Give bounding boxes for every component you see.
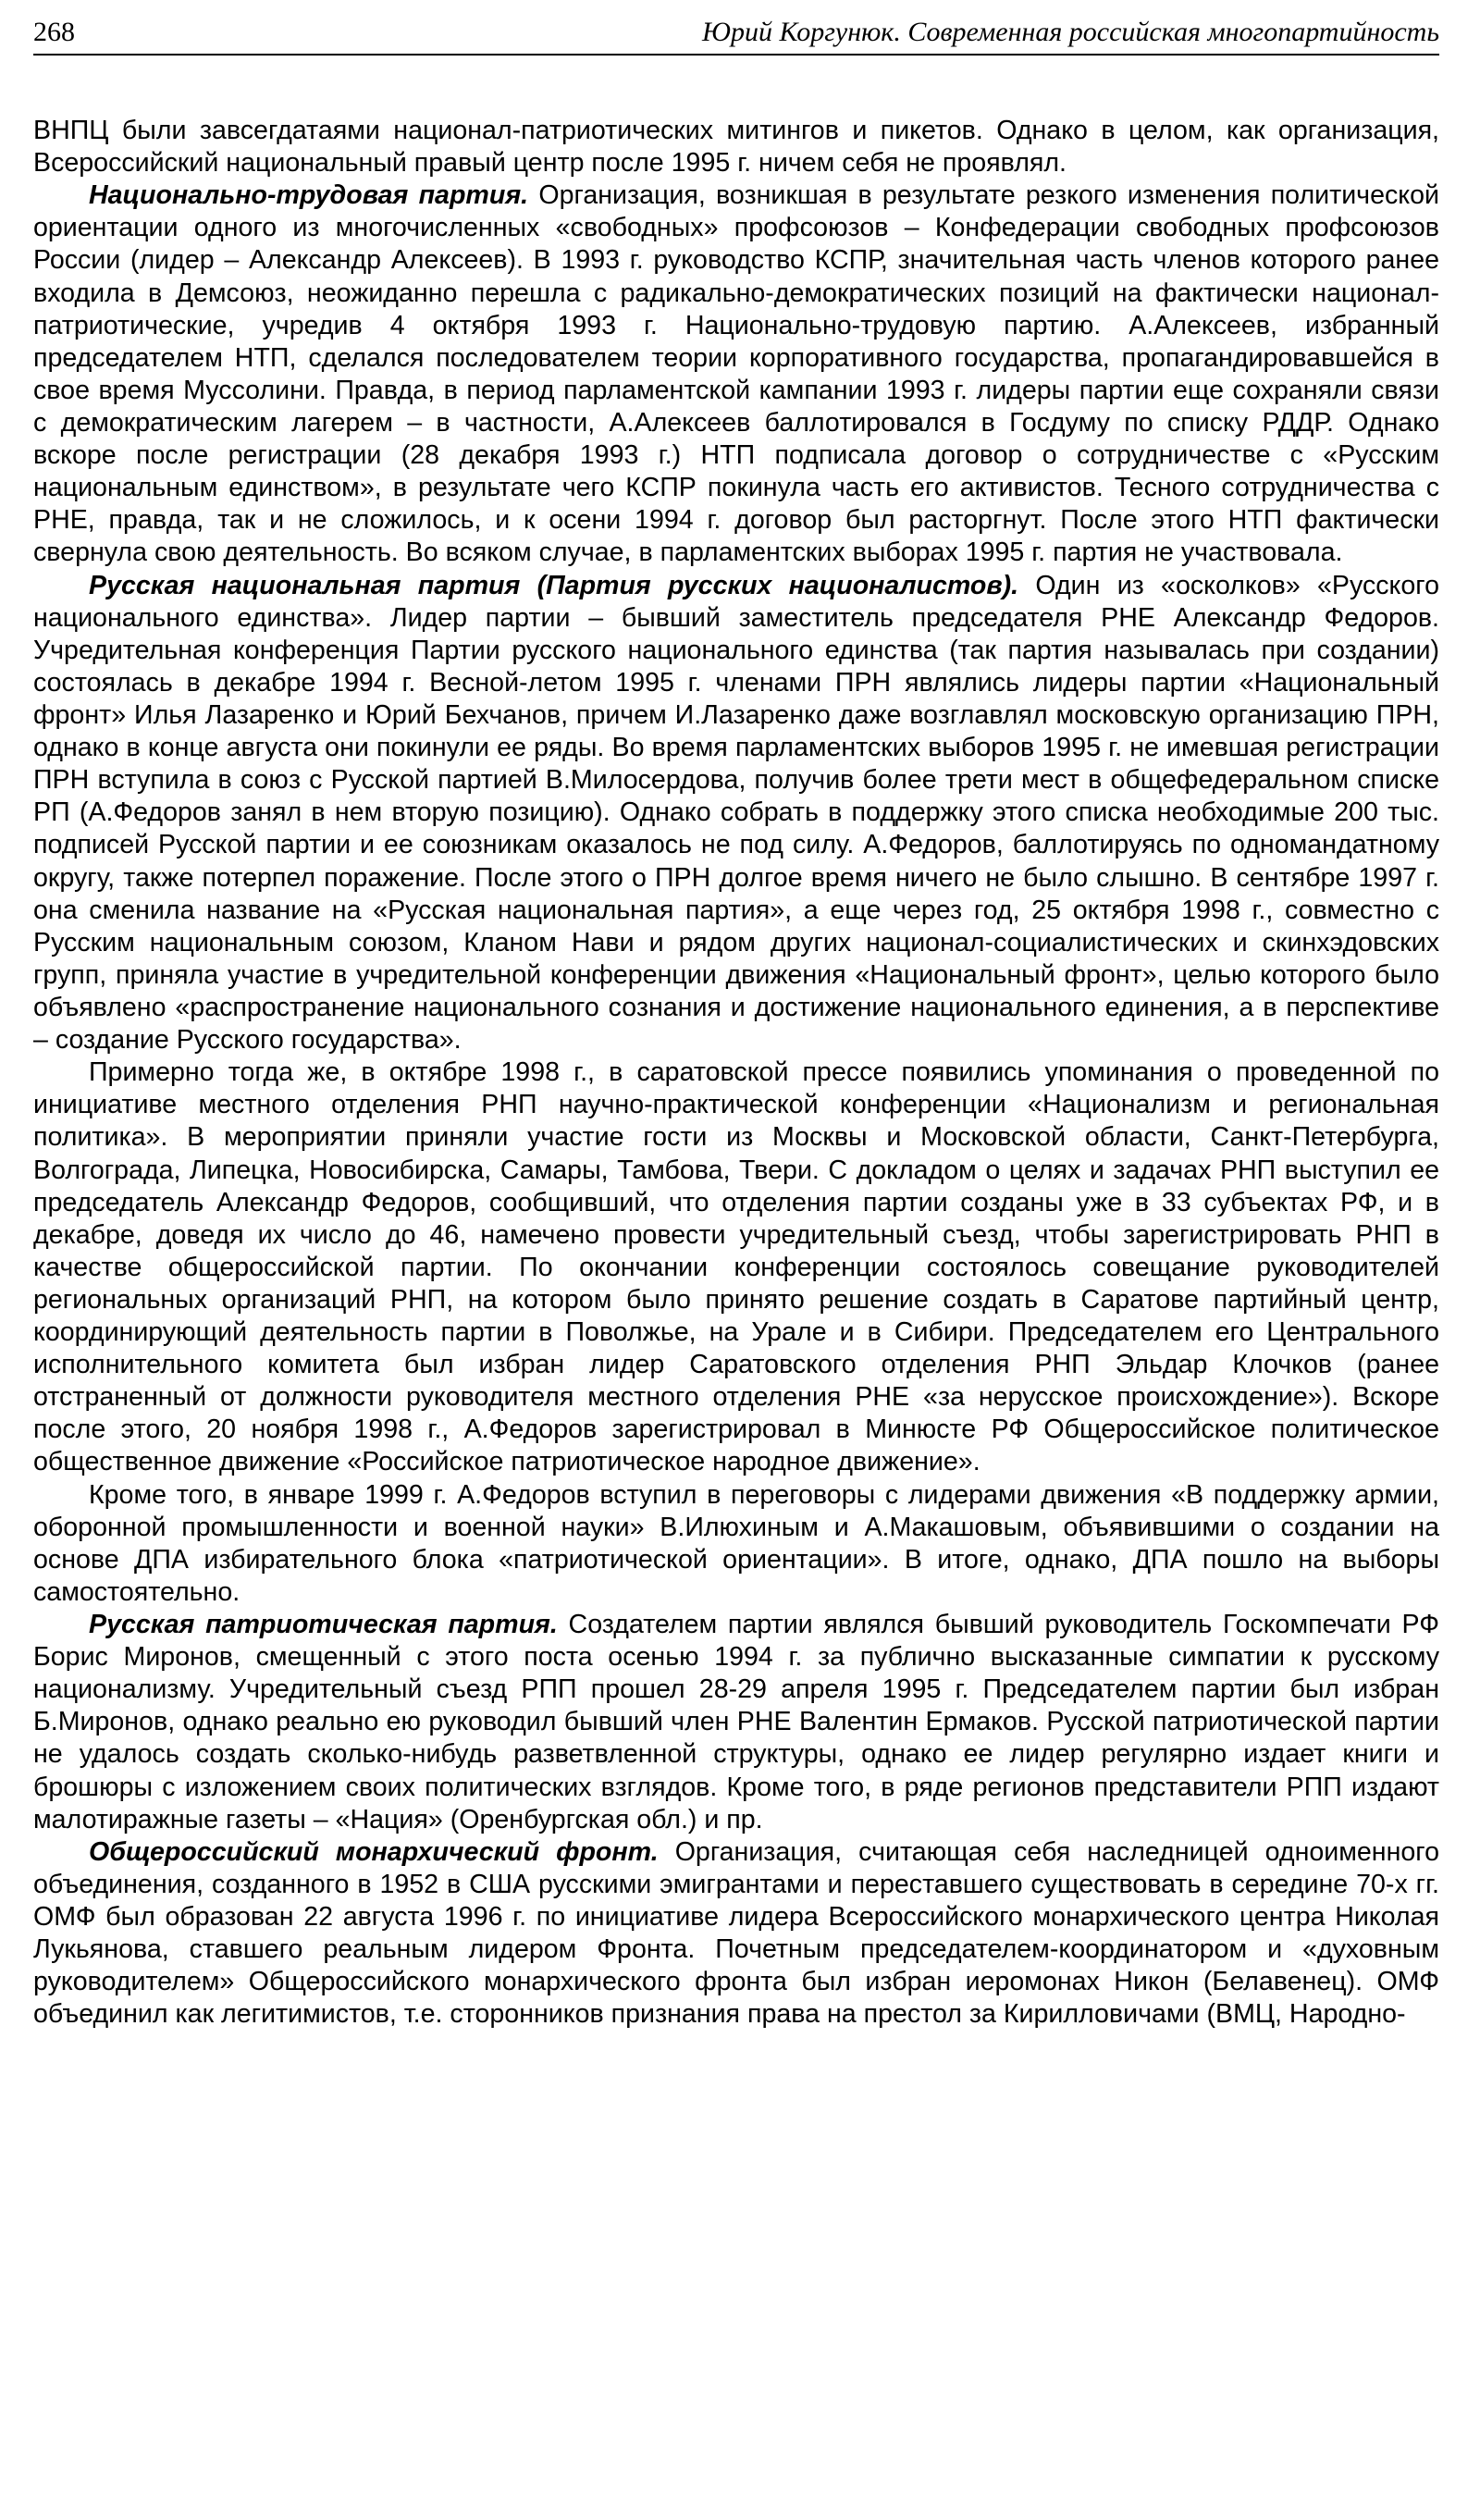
paragraph [33,1479,1439,1609]
section-heading: Русская национальная партия (Партия русских националистов). [89,570,1019,600]
running-header [33,0,1439,56]
paragraph [33,1609,1439,1836]
paragraph-text: Один из «осколков» «Русского национального единства». Лидер партии – бывший заместитель председателя РНЕ Александр Федоров. Учредительная конференция Партии русского национального единства (так партия называлась при создании) состоялась в декабре 1994 г. Весной-летом 1995 г. членами ПРН являлись лидеры партии «Национальный фронт» Илья Лазаренко и Юрий Бехчанов, причем И.Лазаренко даже возглавлял московскую организацию ПРН, однако в конце августа они покинули ее ряды. Во время парламентских выборов 1995 г. не имевшая регистрации ПРН вступила в союз с Русской партией В.Милосердова, получив более трети мест в общефедеральном списке РП (А.Федоров занял в нем вторую позицию). Однако собрать в поддержку этого списка необходимые 200 тыс. подписей Русской партии и ее союзникам оказалось не под силу. А.Федоров, баллотируясь по одномандатному округу, также потерпел поражение. После этого о ПРН долгое время ничего не было слышно. В сентябре 1997 г. она сменила название на «Русская национальная партия», а еще через год, 25 октября 1998 г., совместно с Русским национальным союзом, Кланом Нави и рядом других национал-социалистических и скинхэдовских групп, приняла участие в учредительной конференции движения «Национальный фронт», целью которого было объявлено «распространение национального сознания и достижение национального единения, а в перспективе – создание Русского государства». [33,570,1439,1056]
page-number: 268 [33,17,75,47]
paragraph-text: Кроме того, в январе 1999 г. А.Федоров вступил в переговоры с лидерами движения «В поддержку армии, оборонной промышленности и военной науки» В.Илюхиным и А.Макашовым, объявившими о создании на основе ДПА избирательного блока «патриотической ориентации». В итоге, однако, ДПА пошло на выборы самостоятельно. [33,1479,1439,1607]
paragraph [33,570,1439,1057]
paragraph [33,115,1439,179]
paragraph-text: Создателем партии являлся бывший руководитель Госкомпечати РФ Борис Миронов, смещенный с этого поста осенью 1994 г. за публично высказанные симпатии к русскому национализму. Учредительный съезд РПП прошел 28-29 апреля 1995 г. Председателем партии был избран Б.Миронов, однако реально ею руководил бывший член РНЕ Валентин Ермаков. Русской патриотической партии не удалось создать сколько-нибудь разветвленной структуры, однако ее лидер регулярно издает книги и брошюры с изложением своих политических взглядов. Кроме того, в ряде регионов представители РПП издают малотиражные газеты – «Нация» (Оренбургская обл.) и пр. [33,1610,1440,1834]
paragraph-text: Организация, считающая себя наследницей одноименного объединения, созданного в 1952 в США русскими эмигрантами и переставшего существовать в середине 70-х гг. ОМФ был образован 22 августа 1996 г. по инициативе лидера Всероссийского монархического центра Николая Лукьянова, ставшего реальным лидером Фронта. Почетным председателем-координатором и «духовным руководителем» Общероссийского монархического фронта был избран иеромонах Никон (Белавенец). ОМФ объединил как легитимистов, т.е. сторонников признания права на престол за Кирилловичами (ВМЦ, Народно- [33,1836,1439,2030]
paragraph [33,1836,1439,2032]
paragraph-text: Организация, возникшая в результате резкого изменения политической ориентации одного из многочисленных «свободных» профсоюзов – Конфедерации свободных профсоюзов России (лидер – Александр Алексеев). В 1993 г. руководство КСПР, значительная часть членов которого ранее входила в Демсоюз, неожиданно перешла с радикально-демократических позиций на фактически национал-патриотические, учредив 4 октября 1993 г. Национально-трудовую партию. А.Алексеев, избранный председателем НТП, сделался последователем теории корпоративного государства, пропагандировавшейся в свое время Муссолини. Правда, в период парламентской кампании 1993 г. лидеры партии еще сохраняли связи с демократическим лагерем – в частности, А.Алексеев баллотировался в Госдуму по списку РДДР. Однако вскоре после регистрации (28 декабря 1993 г.) НТП подписала договор о сотрудничестве с «Русским национальным единством», в результате чего КСПР покинула часть его активистов. Тесного сотрудничества с РНЕ, правда, так и не сложилось, и к осени 1994 г. договор был расторгнут. После этого НТП фактически свернула свою деятельность. Во всяком случае, в парламентских выборах 1995 г. партия не участвовала. [33,180,1439,568]
section-heading: Национально-трудовая партия. [89,180,529,211]
body-text [33,115,1439,2031]
running-title: Юрий Коргунюк. Современная российская многопартийность [701,17,1439,47]
section-heading: Русская патриотическая партия. [89,1610,558,1640]
paragraph [33,1056,1439,1478]
section-heading: Общероссийский монархический фронт. [89,1836,659,1867]
paragraph-text: ВНПЦ были завсегдатаями национал-патриотических митингов и пикетов. Однако в целом, как организация, Всероссийский национальный правый центр после 1995 г. ничем себя не проявлял. [33,116,1439,179]
paragraph [33,179,1439,569]
paragraph-text: Примерно тогда же, в октябре 1998 г., в саратовской прессе появились упоминания о проведенной по инициативе местного отделения РНП научно-практической конференции «Национализм и региональная политика». В мероприятии приняли участие гости из Москвы и Московской области, Санкт-Петербурга, Волгограда, Липецка, Новосибирска, Самары, Тамбова, Твери. С докладом о целях и задачах РНП выступил ее председатель Александр Федоров, сообщивший, что отделения партии созданы уже в 33 субъектах РФ, и в декабре, доведя их число до 46, намечено провести учредительный съезд, чтобы зарегистрировать РНП в качестве общероссийской партии. По окончании конференции состоялось совещание руководителей региональных организаций РНП, на котором было принято решение создать в Саратове партийный центр, координирующий деятельность партии в Поволжье, на Урале и в Сибири. Председателем его Центрального исполнительного комитета был избран лидер Саратовского отделения РНП Эльдар Клочков (ранее отстраненный от должности руководителя местного отделения РНЕ «за нерусское происхождение»). Вскоре после этого, 20 ноября 1998 г., А.Федоров зарегистрировал в Минюсте РФ Общероссийское политическое общественное движение «Российское патриотическое народное движение». [33,1057,1439,1477]
